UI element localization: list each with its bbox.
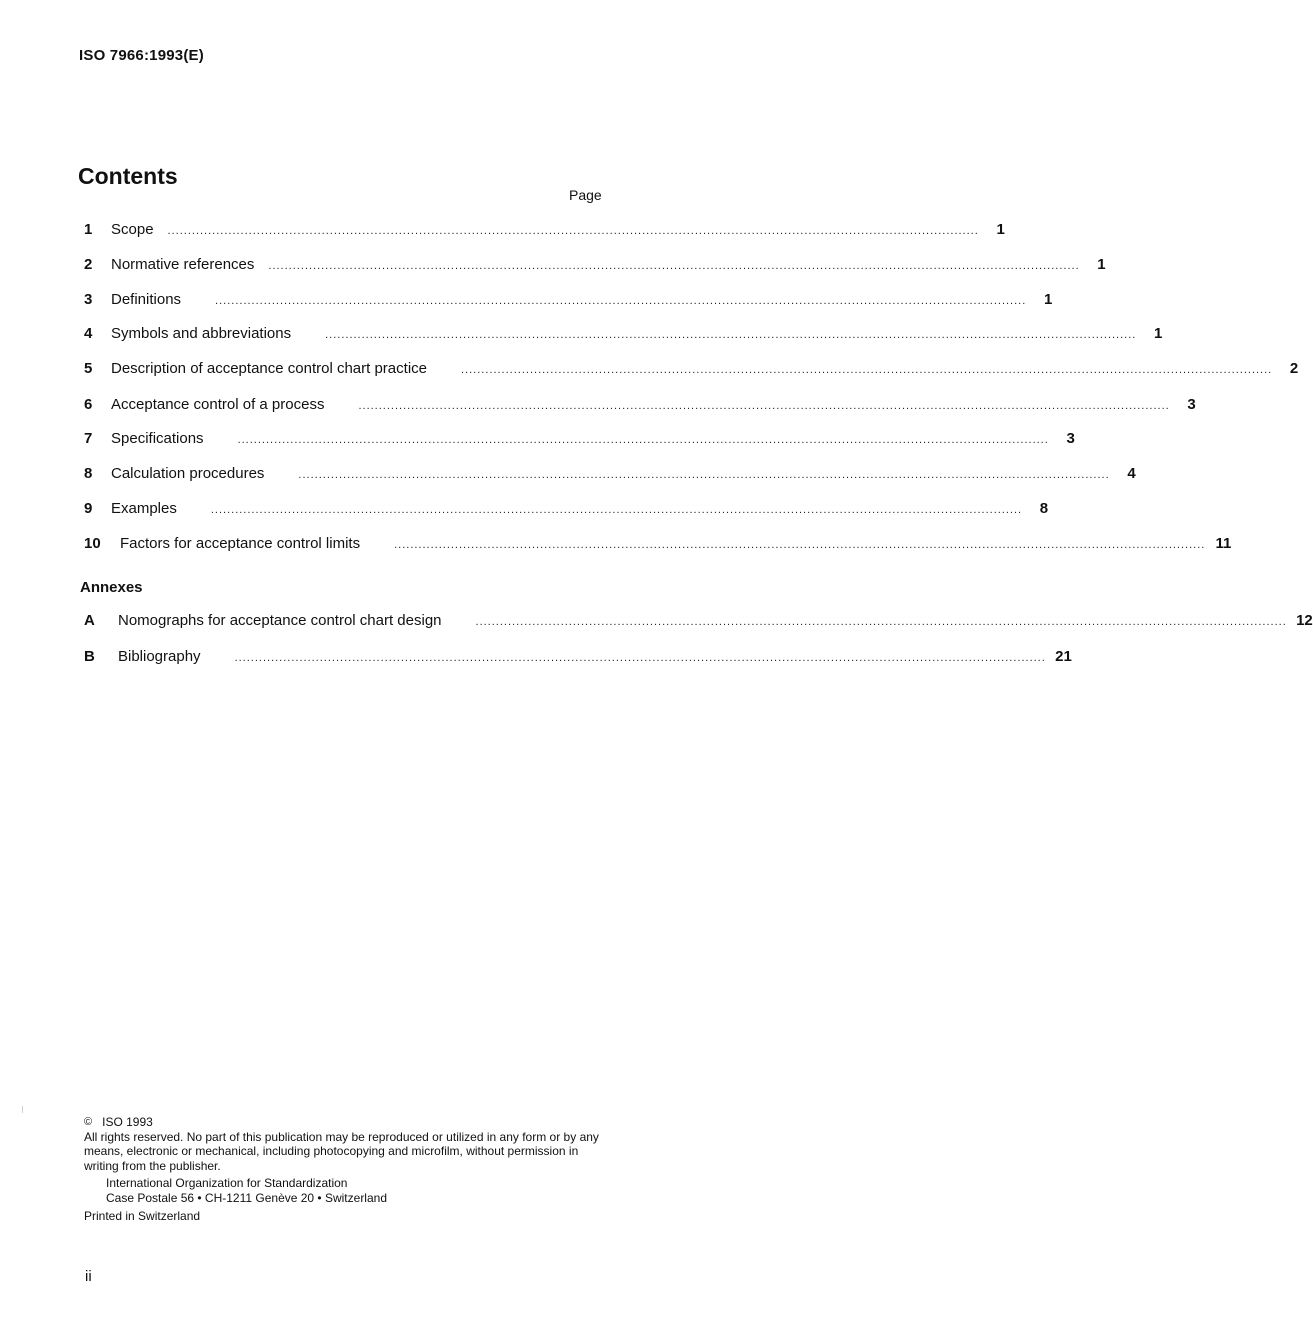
toc-entry-page: 11 xyxy=(1215,535,1232,552)
dot-leader: ........................................................................................................................................................................................................ xyxy=(167,225,979,237)
toc-entry-number: 2 xyxy=(84,256,93,273)
annex-entry[interactable] xyxy=(84,648,1072,668)
dot-leader: ........................................................................................................................................................................................................ xyxy=(268,260,1080,272)
toc-entry-number: 7 xyxy=(84,430,93,447)
page-column-heading: Page xyxy=(569,187,602,203)
organization-name: International Organization for Standardization xyxy=(106,1176,348,1190)
toc-entry[interactable] xyxy=(84,325,1163,345)
toc-entry-page: 3 xyxy=(1187,396,1196,413)
toc-entry-page: 4 xyxy=(1127,465,1136,482)
toc-entry-number: 10 xyxy=(84,535,101,552)
toc-entry-label: Factors for acceptance control limits xyxy=(120,535,361,552)
toc-entry-label: Symbols and abbreviations xyxy=(111,325,292,342)
dot-leader: ........................................................................................................................................................................................................ xyxy=(325,329,1137,341)
annex-letter: A xyxy=(84,612,95,629)
toc-entry[interactable] xyxy=(84,396,1196,416)
printed-in: Printed in Switzerland xyxy=(84,1209,201,1223)
annex-page: 12 xyxy=(1296,612,1313,629)
toc-entry[interactable] xyxy=(84,430,1075,450)
toc-entry-label: Scope xyxy=(111,221,154,238)
toc-entry-label: Definitions xyxy=(111,291,182,308)
toc-entry-number: 3 xyxy=(84,291,93,308)
toc-entry-number: 1 xyxy=(84,221,93,238)
copyright-notice xyxy=(84,1115,614,1224)
annex-page: 21 xyxy=(1055,648,1072,665)
toc-entry[interactable] xyxy=(84,500,1049,520)
toc-entry-page: 8 xyxy=(1039,500,1049,517)
dot-leader: ........................................................................................................................................................................................................ xyxy=(237,434,1049,446)
dot-leader: ........................................................................................................................................................................................................ xyxy=(461,364,1273,376)
copyright-icon: © xyxy=(84,1116,93,1128)
toc-entry-label: Normative references xyxy=(111,256,255,273)
toc-entry-label: Specifications xyxy=(111,430,204,447)
page-number: ii xyxy=(85,1268,92,1285)
toc-entry-page: 2 xyxy=(1289,360,1299,377)
rights-statement: All rights reserved. No part of this publication may be reproduced or utilized in any form or by any means, electronic or mechanical, including photocopying and microfilm, without permission in writing from the publisher. xyxy=(84,1129,599,1173)
copyright-year: ISO 1993 xyxy=(102,1115,153,1129)
annex-entry[interactable] xyxy=(84,612,1313,632)
toc-entry-label: Calculation procedures xyxy=(111,465,265,482)
dot-leader: ........................................................................................................................................................................................................ xyxy=(298,469,1110,481)
dot-leader: ........................................................................................................................................................................................................ xyxy=(215,295,1027,307)
toc-entry[interactable] xyxy=(84,291,1053,311)
dot-leader: ........................................................................................................................................................................................................ xyxy=(475,616,1287,628)
toc-entry[interactable] xyxy=(84,221,1005,241)
toc-entry-label: Examples xyxy=(111,500,177,517)
dot-leader: ........................................................................................................................................................................................................ xyxy=(210,504,1023,516)
toc-entry-label: Acceptance control of a process xyxy=(111,396,325,413)
toc-entry-number: 5 xyxy=(84,360,93,377)
toc-entry-number: 8 xyxy=(84,465,93,482)
annex-label: Nomographs for acceptance control chart design xyxy=(118,612,442,629)
annex-label: Bibliography xyxy=(118,648,201,665)
toc-entry-page: 3 xyxy=(1066,430,1075,447)
toc-entry-number: 6 xyxy=(84,396,93,413)
toc-entry[interactable] xyxy=(84,360,1299,380)
toc-entry[interactable] xyxy=(84,535,1232,555)
annex-letter: B xyxy=(84,648,95,665)
dot-leader: ........................................................................................................................................................................................................ xyxy=(394,539,1206,551)
dot-leader: ........................................................................................................................................................................................................ xyxy=(234,652,1046,664)
dot-leader: ........................................................................................................................................................................................................ xyxy=(358,400,1170,412)
toc-entry-page: 1 xyxy=(1097,256,1106,273)
toc-entry-number: 4 xyxy=(84,325,93,342)
annexes-heading: Annexes xyxy=(80,579,143,596)
organization-address: Case Postale 56 • CH-1211 Genève 20 • Switzerland xyxy=(106,1190,387,1205)
toc-entry-page: 1 xyxy=(1043,291,1053,308)
toc-entry-page: 1 xyxy=(996,221,1005,238)
toc-entry[interactable] xyxy=(84,256,1106,276)
toc-entry-label: Description of acceptance control chart practice xyxy=(111,360,427,377)
scan-mark xyxy=(22,1106,23,1113)
toc-entry-page: 1 xyxy=(1154,325,1163,342)
contents-title: Contents xyxy=(78,163,178,189)
toc-entry[interactable] xyxy=(84,465,1136,485)
toc-entry-number: 9 xyxy=(84,500,93,517)
document-id: ISO 7966:1993(E) xyxy=(79,47,204,64)
